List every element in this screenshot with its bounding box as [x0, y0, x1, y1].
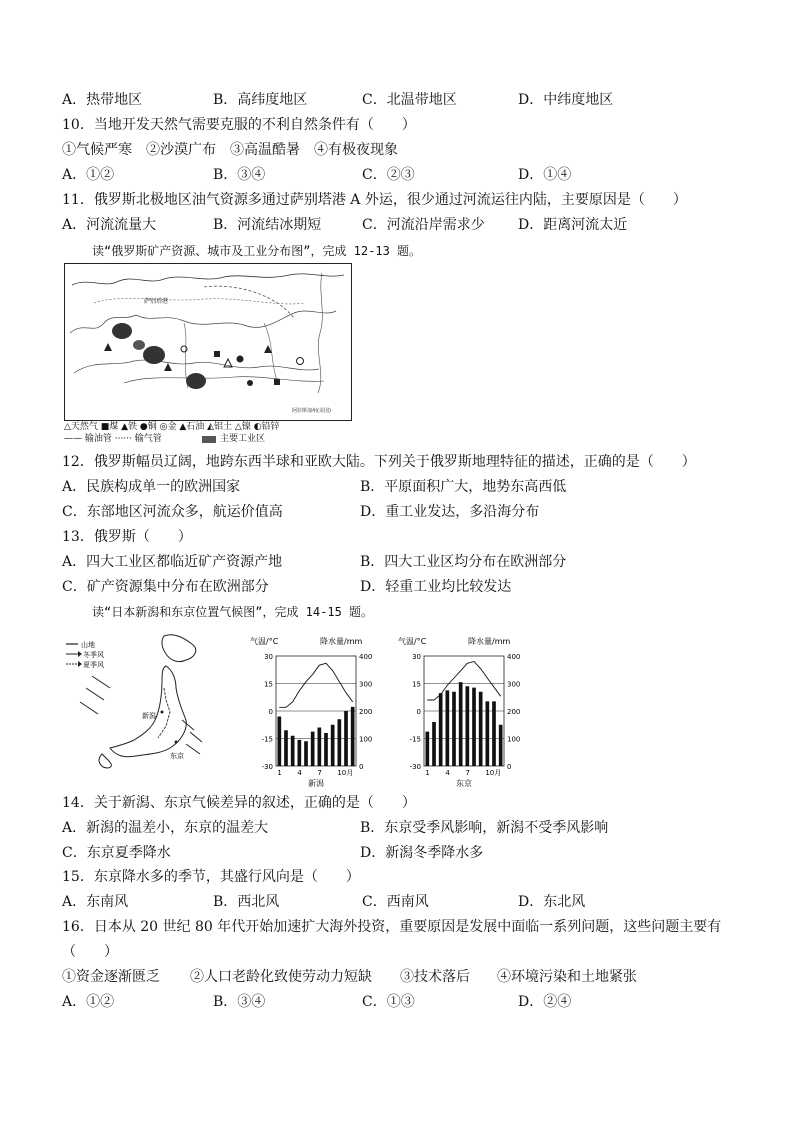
precip-bar	[452, 692, 456, 766]
temperature-line	[427, 662, 500, 701]
q13-option-a[interactable]: A．四大工业区都临近矿产资源产地	[62, 554, 283, 570]
q14-option-b[interactable]: B．东京受季风影响，新潟不受季风影响	[360, 820, 609, 836]
q13-option-b[interactable]: B．四大工业区均分布在欧洲部分	[360, 554, 567, 570]
q10-items: ①气候严寒 ②沙漠广布 ③高温酷暑 ④有极夜现象	[62, 142, 398, 158]
precip-tick-label: 0	[507, 763, 512, 771]
q12-option-a[interactable]: A．民族构成单一的欧洲国家	[62, 479, 241, 495]
alaska-note: 阿拉斯加州(美国)	[292, 408, 331, 414]
precip-bar	[499, 725, 503, 766]
tokyo-label: 东京	[170, 752, 184, 760]
temp-axis-title: 气温/°C	[250, 637, 279, 646]
industrial-zone-1	[112, 323, 132, 339]
tokyo-climate-chart	[396, 634, 536, 790]
intro-12-13: 读“俄罗斯矿产资源、城市及工业分布图”，完成 12-13 题。	[92, 244, 422, 258]
temp-tick-label: 15	[412, 680, 421, 689]
q10-option-d[interactable]: D．①④	[518, 167, 572, 183]
precip-bar	[318, 728, 322, 767]
precip-bar	[439, 693, 443, 766]
month-tick-label: 10月	[337, 769, 354, 777]
intro-14-15: 读“日本新潟和东京位置气候图”，完成 14-15 题。	[92, 605, 374, 619]
q12-option-b[interactable]: B．平原面积广大，地势东高西低	[360, 479, 567, 495]
industrial-zone-2	[143, 346, 165, 364]
precip-bar	[446, 690, 450, 766]
q10-stem: 10．当地开发天然气需要克服的不利自然条件有（ ）	[62, 117, 416, 133]
japan-legend-summer-monsoon: 夏季风	[83, 661, 104, 669]
q11-option-c[interactable]: C．河流沿岸需求少	[362, 217, 485, 233]
q16-stem-blank: （ ）	[62, 944, 118, 960]
q12-option-c[interactable]: C．东部地区河流众多，航运价值高	[62, 504, 283, 520]
temp-tick-label: -15	[409, 735, 421, 744]
q9-option-d[interactable]: D．中纬度地区	[518, 92, 614, 108]
q16-item-2: ②人口老龄化致使劳动力短缺	[190, 969, 372, 985]
industrial-zone-4	[133, 340, 145, 350]
q16-option-a[interactable]: A．①②	[62, 994, 115, 1010]
japan-map	[62, 630, 222, 770]
month-tick-label: 7	[317, 769, 322, 777]
q15-stem: 15．东京降水多的季节，其盛行风向是（ ）	[62, 869, 360, 885]
month-tick-label: 4	[297, 769, 302, 777]
temp-tick-label: 0	[268, 708, 273, 716]
precip-axis-title: 降水量/mm	[320, 637, 363, 646]
temp-axis-title: 气温/°C	[398, 637, 427, 646]
precip-bar	[351, 707, 355, 766]
precip-tick-label: 200	[359, 708, 373, 716]
precip-bar	[472, 688, 476, 766]
precip-tick-label: 300	[507, 680, 521, 689]
q14-option-c[interactable]: C．东京夏季降水	[62, 845, 171, 861]
sabetta-port-label: 萨别塔港	[144, 298, 169, 305]
q16-option-d[interactable]: D．②④	[518, 994, 572, 1010]
q13-option-d[interactable]: D．轻重工业均比较发达	[360, 579, 512, 595]
q15-option-a[interactable]: A．东南风	[62, 894, 129, 910]
russia-map-legend-zone: 主要工业区	[220, 434, 266, 444]
q16-option-c[interactable]: C．①③	[362, 994, 415, 1010]
q11-stem: 11．俄罗斯北极地区油气资源多通过萨别塔港 A 外运，很少通过河流运往内陆，主要原因是（ ）	[62, 192, 687, 208]
precip-bar	[278, 717, 282, 767]
precip-bar	[486, 701, 490, 766]
q15-option-d[interactable]: D．东北风	[518, 894, 586, 910]
q14-stem: 14．关于新潟、东京气候差异的叙述，正确的是（ ）	[62, 795, 416, 811]
precip-tick-label: 400	[507, 653, 521, 661]
q16-option-b[interactable]: B．③④	[213, 994, 266, 1010]
q14-option-a[interactable]: A．新潟的温差小，东京的温差大	[62, 820, 269, 836]
precip-tick-label: 100	[359, 735, 373, 744]
niigata-climate-chart	[248, 634, 388, 790]
q13-stem: 13．俄罗斯（ ）	[62, 529, 192, 545]
temp-tick-label: -30	[409, 763, 421, 771]
q9-option-c[interactable]: C．北温带地区	[362, 92, 457, 108]
q10-option-b[interactable]: B．③④	[213, 167, 266, 183]
q13-option-c[interactable]: C．矿产资源集中分布在欧洲部分	[62, 579, 269, 595]
temp-tick-label: 0	[416, 708, 421, 716]
q15-option-b[interactable]: B．西北风	[213, 894, 280, 910]
month-tick-label: 7	[465, 769, 470, 777]
precip-tick-label: 100	[507, 735, 521, 744]
precip-bar	[459, 682, 463, 766]
precip-bar	[492, 701, 496, 766]
q11-option-a[interactable]: A．河流流量大	[62, 217, 157, 233]
russia-map-legend-2: —— 输油管 ······ 输气管	[64, 434, 162, 444]
station-name: 新潟	[308, 779, 324, 788]
precip-bar	[298, 740, 302, 766]
q16-item-4: ④环境污染和土地紧张	[497, 969, 637, 985]
japan-legend-mountain: 山地	[81, 641, 95, 649]
precip-bar	[432, 722, 436, 766]
q16-stem: 16．日本从 20 世纪 80 年代开始加速扩大海外投资，重要原因是发展中面临一系列问题，这些问题主要有	[62, 919, 722, 935]
legend-zone-swatch	[202, 436, 216, 443]
q9-option-a[interactable]: A．热带地区	[62, 92, 143, 108]
q11-option-b[interactable]: B．河流结冰期短	[213, 217, 322, 233]
q14-option-d[interactable]: D．新潟冬季降水多	[360, 845, 484, 861]
q15-option-c[interactable]: C．西南风	[362, 894, 429, 910]
precip-tick-label: 200	[507, 708, 521, 716]
precip-bar	[291, 736, 295, 766]
precip-bar	[284, 730, 288, 766]
niigata-label: 新潟	[142, 712, 156, 720]
month-tick-label: 10月	[485, 769, 502, 777]
precip-bar	[324, 733, 328, 766]
precip-axis-title: 降水量/mm	[468, 637, 511, 646]
precip-tick-label: 0	[359, 763, 364, 771]
q10-option-c[interactable]: C．②③	[362, 167, 415, 183]
precip-tick-label: 400	[359, 653, 373, 661]
q10-option-a[interactable]: A．①②	[62, 167, 115, 183]
industrial-zone-3	[186, 373, 206, 389]
month-tick-label: 1	[425, 769, 430, 777]
month-tick-label: 4	[445, 769, 450, 777]
temperature-line	[279, 663, 352, 707]
japan-legend-winter-monsoon: 冬季风	[83, 651, 104, 659]
q12-option-d[interactable]: D．重工业发达，多沿海分布	[360, 504, 540, 520]
precip-bar	[338, 719, 342, 766]
temp-tick-label: 30	[412, 653, 421, 661]
q12-stem: 12．俄罗斯幅员辽阔，地跨东西半球和亚欧大陆。下列关于俄罗斯地理特征的描述，正确的是（ ）	[62, 454, 696, 470]
station-name: 东京	[456, 779, 472, 788]
month-tick-label: 1	[277, 769, 282, 777]
precip-bar	[331, 725, 335, 766]
q16-item-3: ③技术落后	[400, 969, 470, 985]
q9-option-b[interactable]: B．高纬度地区	[213, 92, 308, 108]
temp-tick-label: -30	[261, 763, 273, 771]
russia-map-legend-1: △天然气 ■煤 ▲铁 ●铜 ◎金 ▲石油 ◭铝土 △镍 ◐铅锌	[64, 422, 280, 432]
q11-option-d[interactable]: D．距离河流太近	[518, 217, 628, 233]
precip-tick-label: 300	[359, 680, 373, 689]
precip-bar	[466, 686, 470, 766]
precip-bar	[311, 732, 315, 766]
russia-resource-map	[64, 263, 352, 421]
precip-bar	[304, 741, 308, 766]
q16-item-1: ①资金逐渐匮乏	[62, 969, 160, 985]
temp-tick-label: 30	[264, 653, 273, 661]
temp-tick-label: -15	[261, 735, 273, 744]
precip-bar	[479, 692, 483, 766]
temp-tick-label: 15	[264, 680, 273, 689]
precip-bar	[344, 711, 348, 766]
precip-bar	[426, 732, 430, 766]
